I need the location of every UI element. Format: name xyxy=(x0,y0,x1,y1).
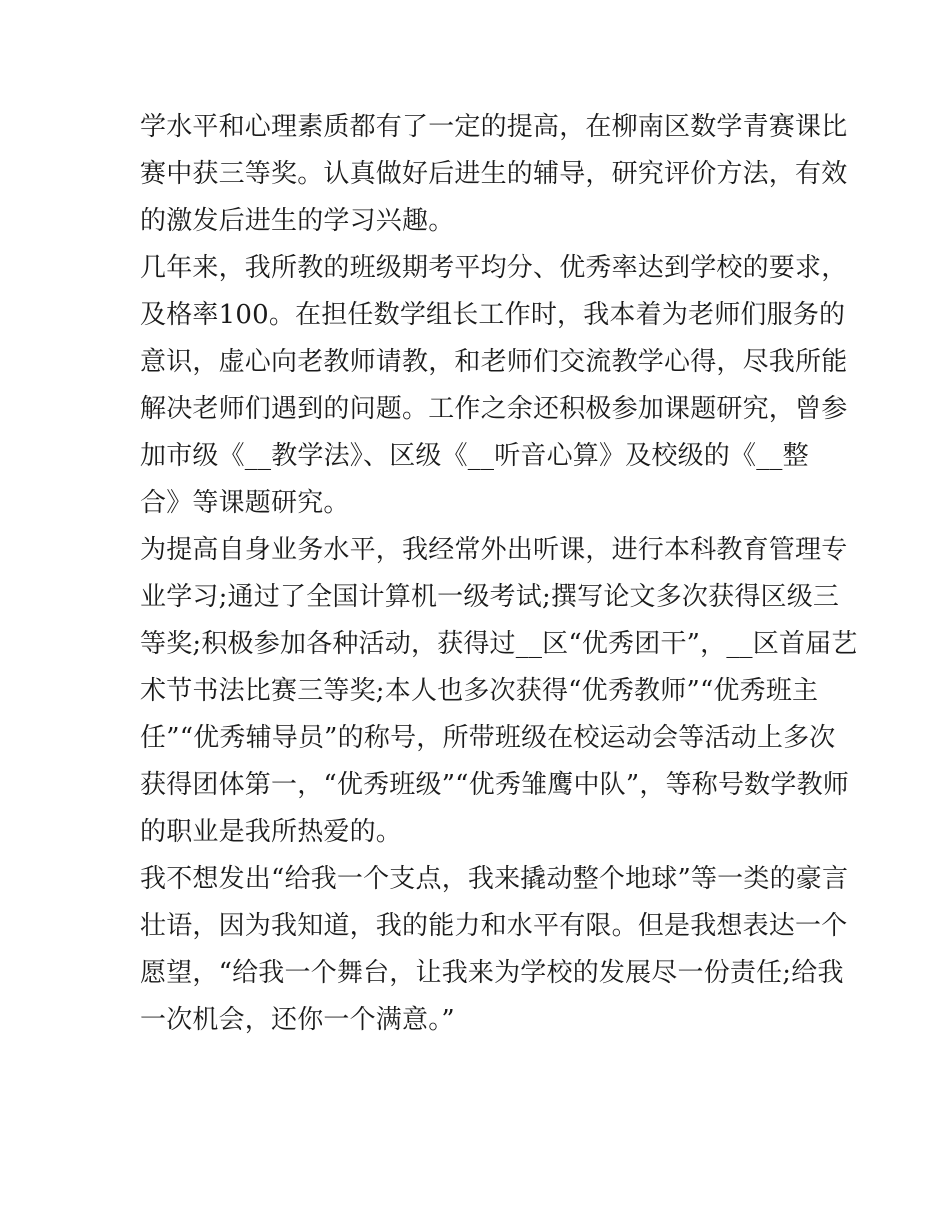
text-line: 的激发后进生的学习兴趣。 xyxy=(140,206,455,236)
text-line: 术节书法比赛三等奖;本人也多次获得“优秀教师”“优秀班主 xyxy=(140,676,819,706)
paragraph-2 xyxy=(140,245,848,527)
paragraph-4 xyxy=(140,856,849,1044)
text-line: 合》等课题研究。 xyxy=(140,488,350,518)
text-line: 解决老师们遇到的问题。工作之余还积极参加课题研究，曾参 xyxy=(140,394,848,424)
text-line: 意识，虚心向老教师请教，和老师们交流教学心得，尽我所能 xyxy=(140,347,848,377)
text-line: 愿望，“给我一个舞台，让我来为学校的发展尽一份责任;给我 xyxy=(140,958,844,988)
paragraph-1 xyxy=(140,104,848,245)
document-body xyxy=(140,104,858,1044)
text-line: 及格率100。在担任数学组长工作时，我本着为老师们服务的 xyxy=(140,300,846,330)
text-line: 壮语，因为我知道，我的能力和水平有限。但是我想表达一个 xyxy=(140,911,848,941)
text-line: 我不想发出“给我一个支点，我来撬动整个地球”等一类的豪言 xyxy=(140,864,849,894)
text-line: 业学习;通过了全国计算机一级考试;撰写论文多次获得区级三 xyxy=(140,582,840,612)
text-line: 学水平和心理素质都有了一定的提高，在柳南区数学青赛课比 xyxy=(140,112,848,142)
text-line: 为提高自身业务水平，我经常外出听课，进行本科教育管理专 xyxy=(140,535,848,565)
text-line: 等奖;积极参加各种活动，获得过__区“优秀团干”，__区首届艺 xyxy=(140,629,858,659)
paragraph-3 xyxy=(140,527,858,856)
text-line: 一次机会，还你一个满意。” xyxy=(140,1005,455,1035)
text-line: 的职业是我所热爱的。 xyxy=(140,817,403,847)
text-line: 几年来，我所教的班级期考平均分、优秀率达到学校的要求， xyxy=(140,253,848,283)
text-line: 任”“优秀辅导员”的称号，所带班级在校运动会等活动上多次 xyxy=(140,723,836,753)
text-line: 赛中获三等奖。认真做好后进生的辅导，研究评价方法，有效 xyxy=(140,159,848,189)
text-line: 加市级《__教学法》、区级《__听音心算》及校级的《__整 xyxy=(140,441,809,471)
text-line: 获得团体第一，“优秀班级”“优秀雏鹰中队”，等称号数学教师 xyxy=(140,770,849,800)
